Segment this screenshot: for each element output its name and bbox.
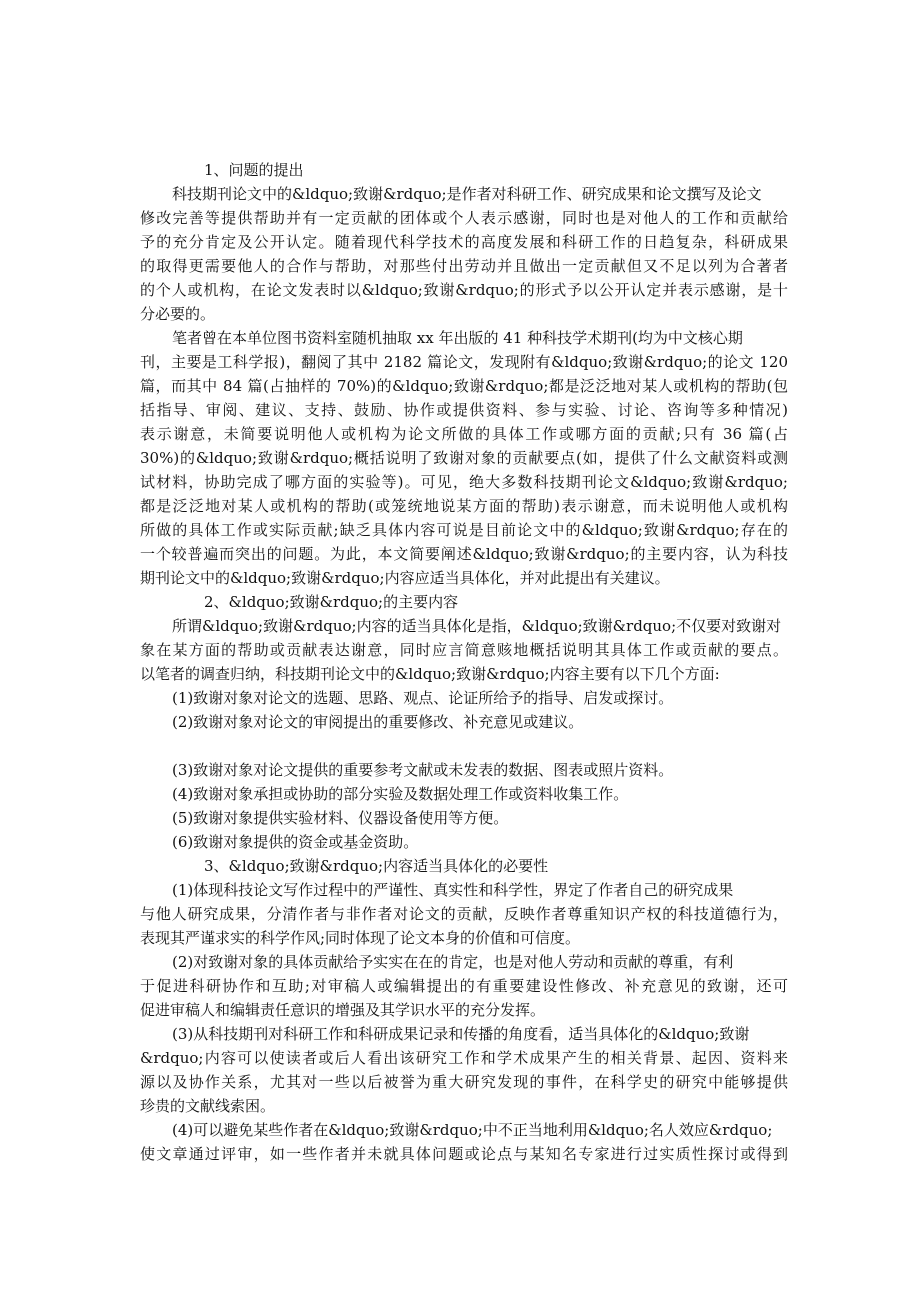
list-item: (4)致谢对象承担或协助的部分实验及数据处理工作或资料收集工作。 (172, 785, 629, 803)
text-line: 期刊论文中的&ldquo;致谢&rdquo;内容应适当具体化，并对此提出有关建议。 (140, 569, 670, 587)
text-line: 珍贵的文献线索困。 (140, 1097, 276, 1115)
blank-line (140, 734, 788, 758)
paragraph (140, 878, 788, 950)
text-line: 使文章通过评审，如一些作者并未就具体问题或论点与某知名专家进行过实质性探讨或得到 (140, 1145, 788, 1163)
text-line: 表示谢意，未简要说明他人或机构为论文所做的具体工作或哪方面的贡献;只有 36 篇(占 (140, 425, 788, 443)
section-heading: 2、&ldquo;致谢&rdquo;的主要内容 (204, 593, 459, 611)
text-line: 于促进科研协作和互助;对审稿人或编辑提出的有重要建设性修改、补充意见的致谢，还可 (140, 977, 788, 995)
text-line: 予的充分肯定及公开认定。随着现代科学技术的高度发展和科研工作的日趋复杂，科研成果 (140, 233, 788, 251)
text-line: 笔者曾在本单位图书资料室随机抽取 xx 年出版的 41 种科技学术期刊(均为中文核心期 (172, 329, 743, 347)
text-line: 的取得更需要他人的合作与帮助，对那些付出劳动并且做出一定贡献但又不足以列为合著者 (140, 257, 788, 275)
text-line: 30%)的&ldquo;致谢&rdquo;概括说明了致谢对象的贡献要点(如，提供了什么文献资料或测 (140, 449, 788, 467)
list-item: (2)致谢对象对论文的审阅提出的重要修改、补充意见或建议。 (172, 713, 584, 731)
text-line: 括指导、审阅、建议、支持、鼓励、协作或提供资料、参与实验、讨论、咨询等多种情况) (140, 401, 788, 419)
list-item: (5)致谢对象提供实验材料、仪器设备使用等方便。 (172, 809, 509, 827)
section-heading: 3、&ldquo;致谢&rdquo;内容适当具体化的必要性 (204, 857, 549, 875)
list-item: (6)致谢对象提供的资金或基金资助。 (172, 833, 419, 851)
text-line: 以笔者的调查归纳，科技期刊论文中的&ldquo;致谢&rdquo;内容主要有以下几个方面: (140, 665, 720, 683)
text-line: 修改完善等提供帮助并有一定贡献的团体或个人表示感谢，同时也是对他人的工作和贡献给 (140, 209, 788, 227)
paragraph (140, 1022, 788, 1118)
list-item: (1)致谢对象对论文的选题、思路、观点、论证所给予的指导、启发或探讨。 (172, 689, 674, 707)
text-line: (1)体现科技论文写作过程中的严谨性、真实性和科学性，界定了作者自己的研究成果 (172, 881, 734, 899)
document-body (140, 158, 788, 1166)
text-line: &rdquo;内容可以使读者或后人看出该研究工作和学术成果产生的相关背景、起因、资料来 (140, 1049, 788, 1067)
text-line: 所谓&ldquo;致谢&rdquo;内容的适当具体化是指，&ldquo;致谢&rdquo;不仅要对致谢对 (172, 617, 782, 635)
text-line: (3)从科技期刊对科研工作和科研成果记录和传播的角度看，适当具体化的&ldquo;致谢 (172, 1025, 750, 1043)
text-line: 源以及协作关系，尤其对一些以后被誉为重大研究发现的事件，在科学史的研究中能够提供 (140, 1073, 788, 1091)
section-heading: 1、问题的提出 (204, 161, 304, 179)
text-line: 分必要的。 (140, 305, 216, 323)
paragraph (140, 950, 788, 1022)
text-line: 所做的具体工作或实际贡献;缺乏具体内容可说是目前论文中的&ldquo;致谢&rdquo;存在的 (140, 521, 788, 539)
text-line: 表现其严谨求实的科学作风;同时体现了论文本身的价值和可信度。 (140, 929, 581, 947)
text-line: 一个较普遍而突出的问题。为此，本文简要阐述&ldquo;致谢&rdquo;的主要内容，认为科技 (140, 545, 788, 563)
text-line: 都是泛泛地对某人或机构的帮助(或笼统地说某方面的帮助)表示谢意，而未说明他人或机构 (140, 497, 788, 515)
paragraph (140, 614, 788, 686)
paragraph (140, 326, 788, 590)
text-line: (2)对致谢对象的具体贡献给予实实在在的肯定，也是对他人劳动和贡献的尊重，有利 (172, 953, 734, 971)
text-line: (4)可以避免某些作者在&ldquo;致谢&rdquo;中不正当地利用&ldquo;名人效应&rdquo; (172, 1121, 773, 1139)
list-item: (3)致谢对象对论文提供的重要参考文献或未发表的数据、图表或照片资料。 (172, 761, 674, 779)
paragraph (140, 1118, 788, 1166)
paragraph (140, 182, 788, 326)
text-line: 试材料，协助完成了哪方面的实验等)。可见，绝大多数科技期刊论文&ldquo;致谢&rdquo; (140, 473, 788, 491)
text-line: 促进审稿人和编辑责任意识的增强及其学识水平的充分发挥。 (140, 1001, 546, 1019)
text-line: 象在某方面的帮助或贡献表达谢意，同时应言简意赅地概括说明其具体工作或贡献的要点。 (140, 641, 788, 659)
text-line: 篇，而其中 84 篇(占抽样的 70%)的&ldquo;致谢&rdquo;都是泛泛地对某人或机构的帮助(包 (140, 377, 788, 395)
text-line: 刊，主要是工科学报)，翻阅了其中 2182 篇论文，发现附有&ldquo;致谢&rdquo;的论文 120 (140, 353, 788, 371)
text-line: 科技期刊论文中的&ldquo;致谢&rdquo;是作者对科研工作、研究成果和论文撰写及论文 (172, 185, 762, 203)
text-line: 与他人研究成果，分清作者与非作者对论文的贡献，反映作者尊重知识产权的科技道德行为， (140, 905, 788, 923)
text-line: 的个人或机构，在论文发表时以&ldquo;致谢&rdquo;的形式予以公开认定并表示感谢，是十 (140, 281, 788, 299)
